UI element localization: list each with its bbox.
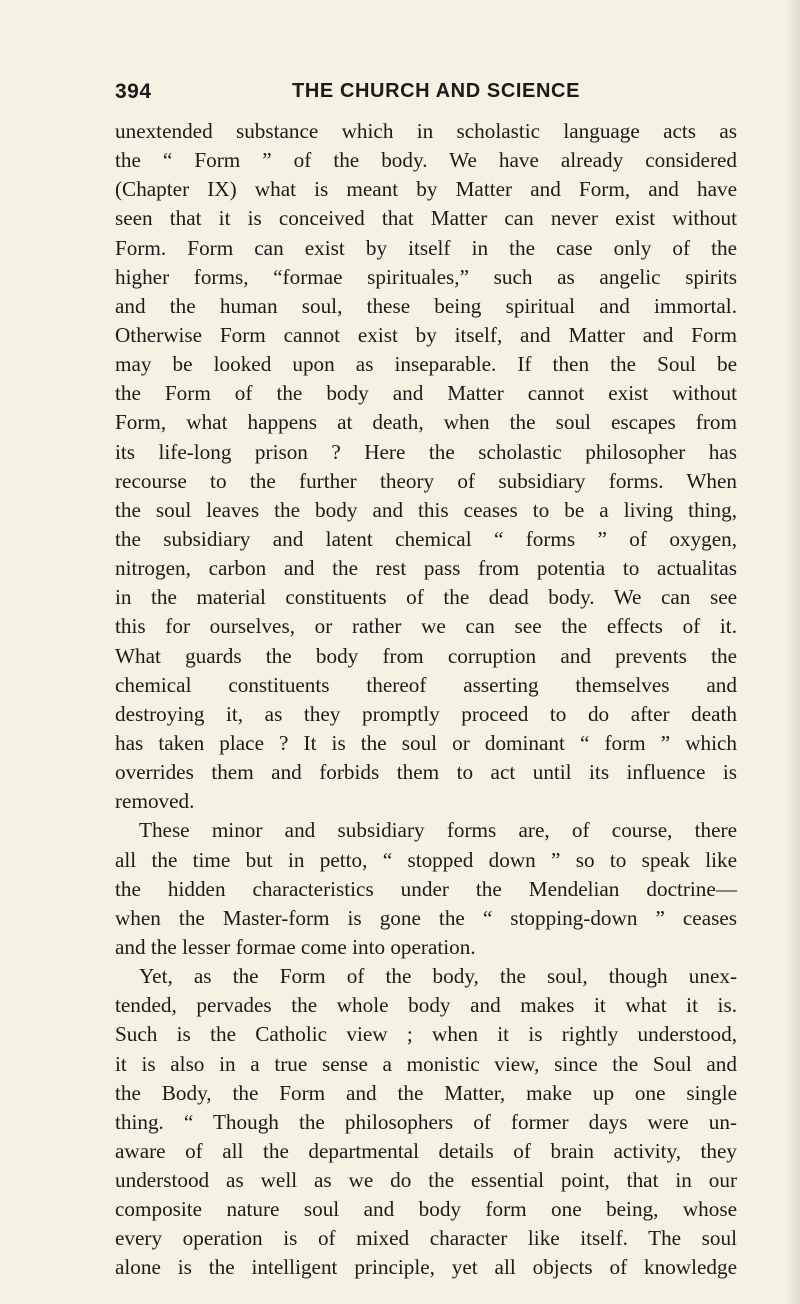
text-run: seen that it is conceived that Matter can never exist without [115,206,737,231]
text-line [115,467,737,496]
text-run: its life-long prison ? Here the scholastic philosopher has [115,439,737,464]
text-line [115,642,737,671]
text-run: come into operation. [295,934,476,959]
text-run: thing. “ Though the philosophers of former days were un- [115,1109,737,1134]
text-line [115,787,737,816]
text-run: understood as well as we do the essential point, that in our [115,1168,737,1193]
italic-phrase: actualitas [656,556,737,581]
text-run: in the material constituents of the dead body. We can see [115,585,737,610]
text-run: removed. [115,789,195,814]
text-run: the Form of the body and Matter cannot exist without [115,381,737,406]
text-line [115,1079,737,1108]
text-run: has taken place ? It is the soul or dominant “ form ” which [115,730,737,755]
text-line [115,175,737,204]
text-line [115,321,737,350]
text-line [115,263,737,292]
text-line [115,875,737,904]
text-run: alone is the intelligent principle, yet all objects of knowledge [115,1255,737,1280]
text-run: destroying it, as they promptly proceed to do after death [115,701,737,726]
text-run: this for ourselves, or rather we can see the effects of it. [115,614,737,639]
text-line [115,700,737,729]
text-line [115,991,737,1020]
text-line [115,234,737,263]
text-line [115,204,737,233]
text-run: when the Master-form is gone the “ stopping-down ” ceases [115,905,737,930]
text-run: higher forms, [115,264,274,289]
italic-phrase: in petto, [288,847,368,872]
text-line [115,554,737,583]
text-run: unextended substance which in scholastic language acts as [115,119,737,143]
page-edge-shadow [786,0,800,1304]
text-run: Such is the Catholic view ; when it is rightly understood, [115,1022,737,1047]
text-line [115,1166,737,1195]
text-run: recourse to the further theory of subsidiary forms. When [115,468,737,493]
text-run: the “ Form ” of the body. We have already considered [115,148,737,173]
body-text [115,117,737,1283]
italic-phrase: “formae spirituales,” [273,264,469,289]
text-run: such as angelic spirits [468,264,737,289]
text-line [115,816,737,845]
text-line [115,379,737,408]
text-run: Form, what happens at death, when the soul escapes from [115,410,737,435]
text-run: and the lesser [115,934,236,959]
text-run: chemical constituents thereof asserting themselves and [115,672,737,697]
italic-phrase: formae [235,934,296,959]
text-run: What guards the body from corruption and prevents the [115,643,737,668]
text-run: (Chapter IX) what is meant by Matter and Form, and have [115,177,737,202]
text-line [115,350,737,379]
text-run: the soul leaves the body and this ceases to be a living thing, [115,497,737,522]
text-run: Form. Form can exist by itself in the case only of the [115,235,737,260]
text-run: all the time but [115,847,288,872]
text-run: and the human soul, these being spiritual and immortal. [115,293,737,318]
page-number: 394 [115,80,152,103]
italic-phrase: potentia [536,556,606,581]
text-run: composite nature soul and body form [115,1197,552,1222]
text-run: tended, pervades the whole body and makes it what it is. [115,993,737,1018]
text-run: every operation is of mixed character like itself. The soul [115,1226,737,1251]
running-head [115,78,735,112]
text-line [115,1108,737,1137]
text-line [115,729,737,758]
text-line [115,962,737,991]
text-line [115,846,737,875]
text-line [115,1195,737,1224]
italic-phrase: one [551,1197,582,1222]
text-run: These minor and subsidiary forms are, of course, there [139,818,737,843]
text-run: Yet, as the Form of the body, the soul, though unex- [139,964,737,989]
text-line [115,1224,737,1253]
text-line [115,525,737,554]
text-run: overrides them and forbids them to act until its influence is [115,760,737,785]
text-line [115,146,737,175]
text-run: it is also in a true sense a monistic view, since the Soul and [115,1051,737,1076]
text-line [115,758,737,787]
text-run: the hidden characteristics under the Mendelian doctrine— [115,876,737,901]
text-line [115,1050,737,1079]
text-line [115,438,737,467]
text-run: aware of all the departmental details of brain activity, they [115,1138,737,1163]
running-title: THE CHURCH AND SCIENCE [292,80,581,102]
text-line [115,496,737,525]
text-line [115,904,737,933]
text-line [115,292,737,321]
text-line [115,671,737,700]
text-run: the Body, the Form and the Matter, make up one single [115,1080,737,1105]
text-line [115,117,737,146]
text-run: the subsidiary and latent chemical “ forms ” of oxygen, [115,526,737,551]
text-line [115,612,737,641]
text-run: “ stopped down ” so to speak like [367,847,737,872]
text-run: nitrogen, carbon and the rest pass from [115,556,537,581]
text-line [115,933,737,962]
text-line [115,583,737,612]
text-line [115,408,737,437]
text-line [115,1020,737,1049]
text-line [115,1253,737,1282]
text-run: Otherwise Form cannot exist by itself, and Matter and Form [115,322,737,347]
text-run: may be looked upon as inseparable. If then the Soul be [115,352,737,377]
text-run: to [605,556,657,581]
text-run: being, whose [581,1197,737,1222]
text-line [115,1137,737,1166]
